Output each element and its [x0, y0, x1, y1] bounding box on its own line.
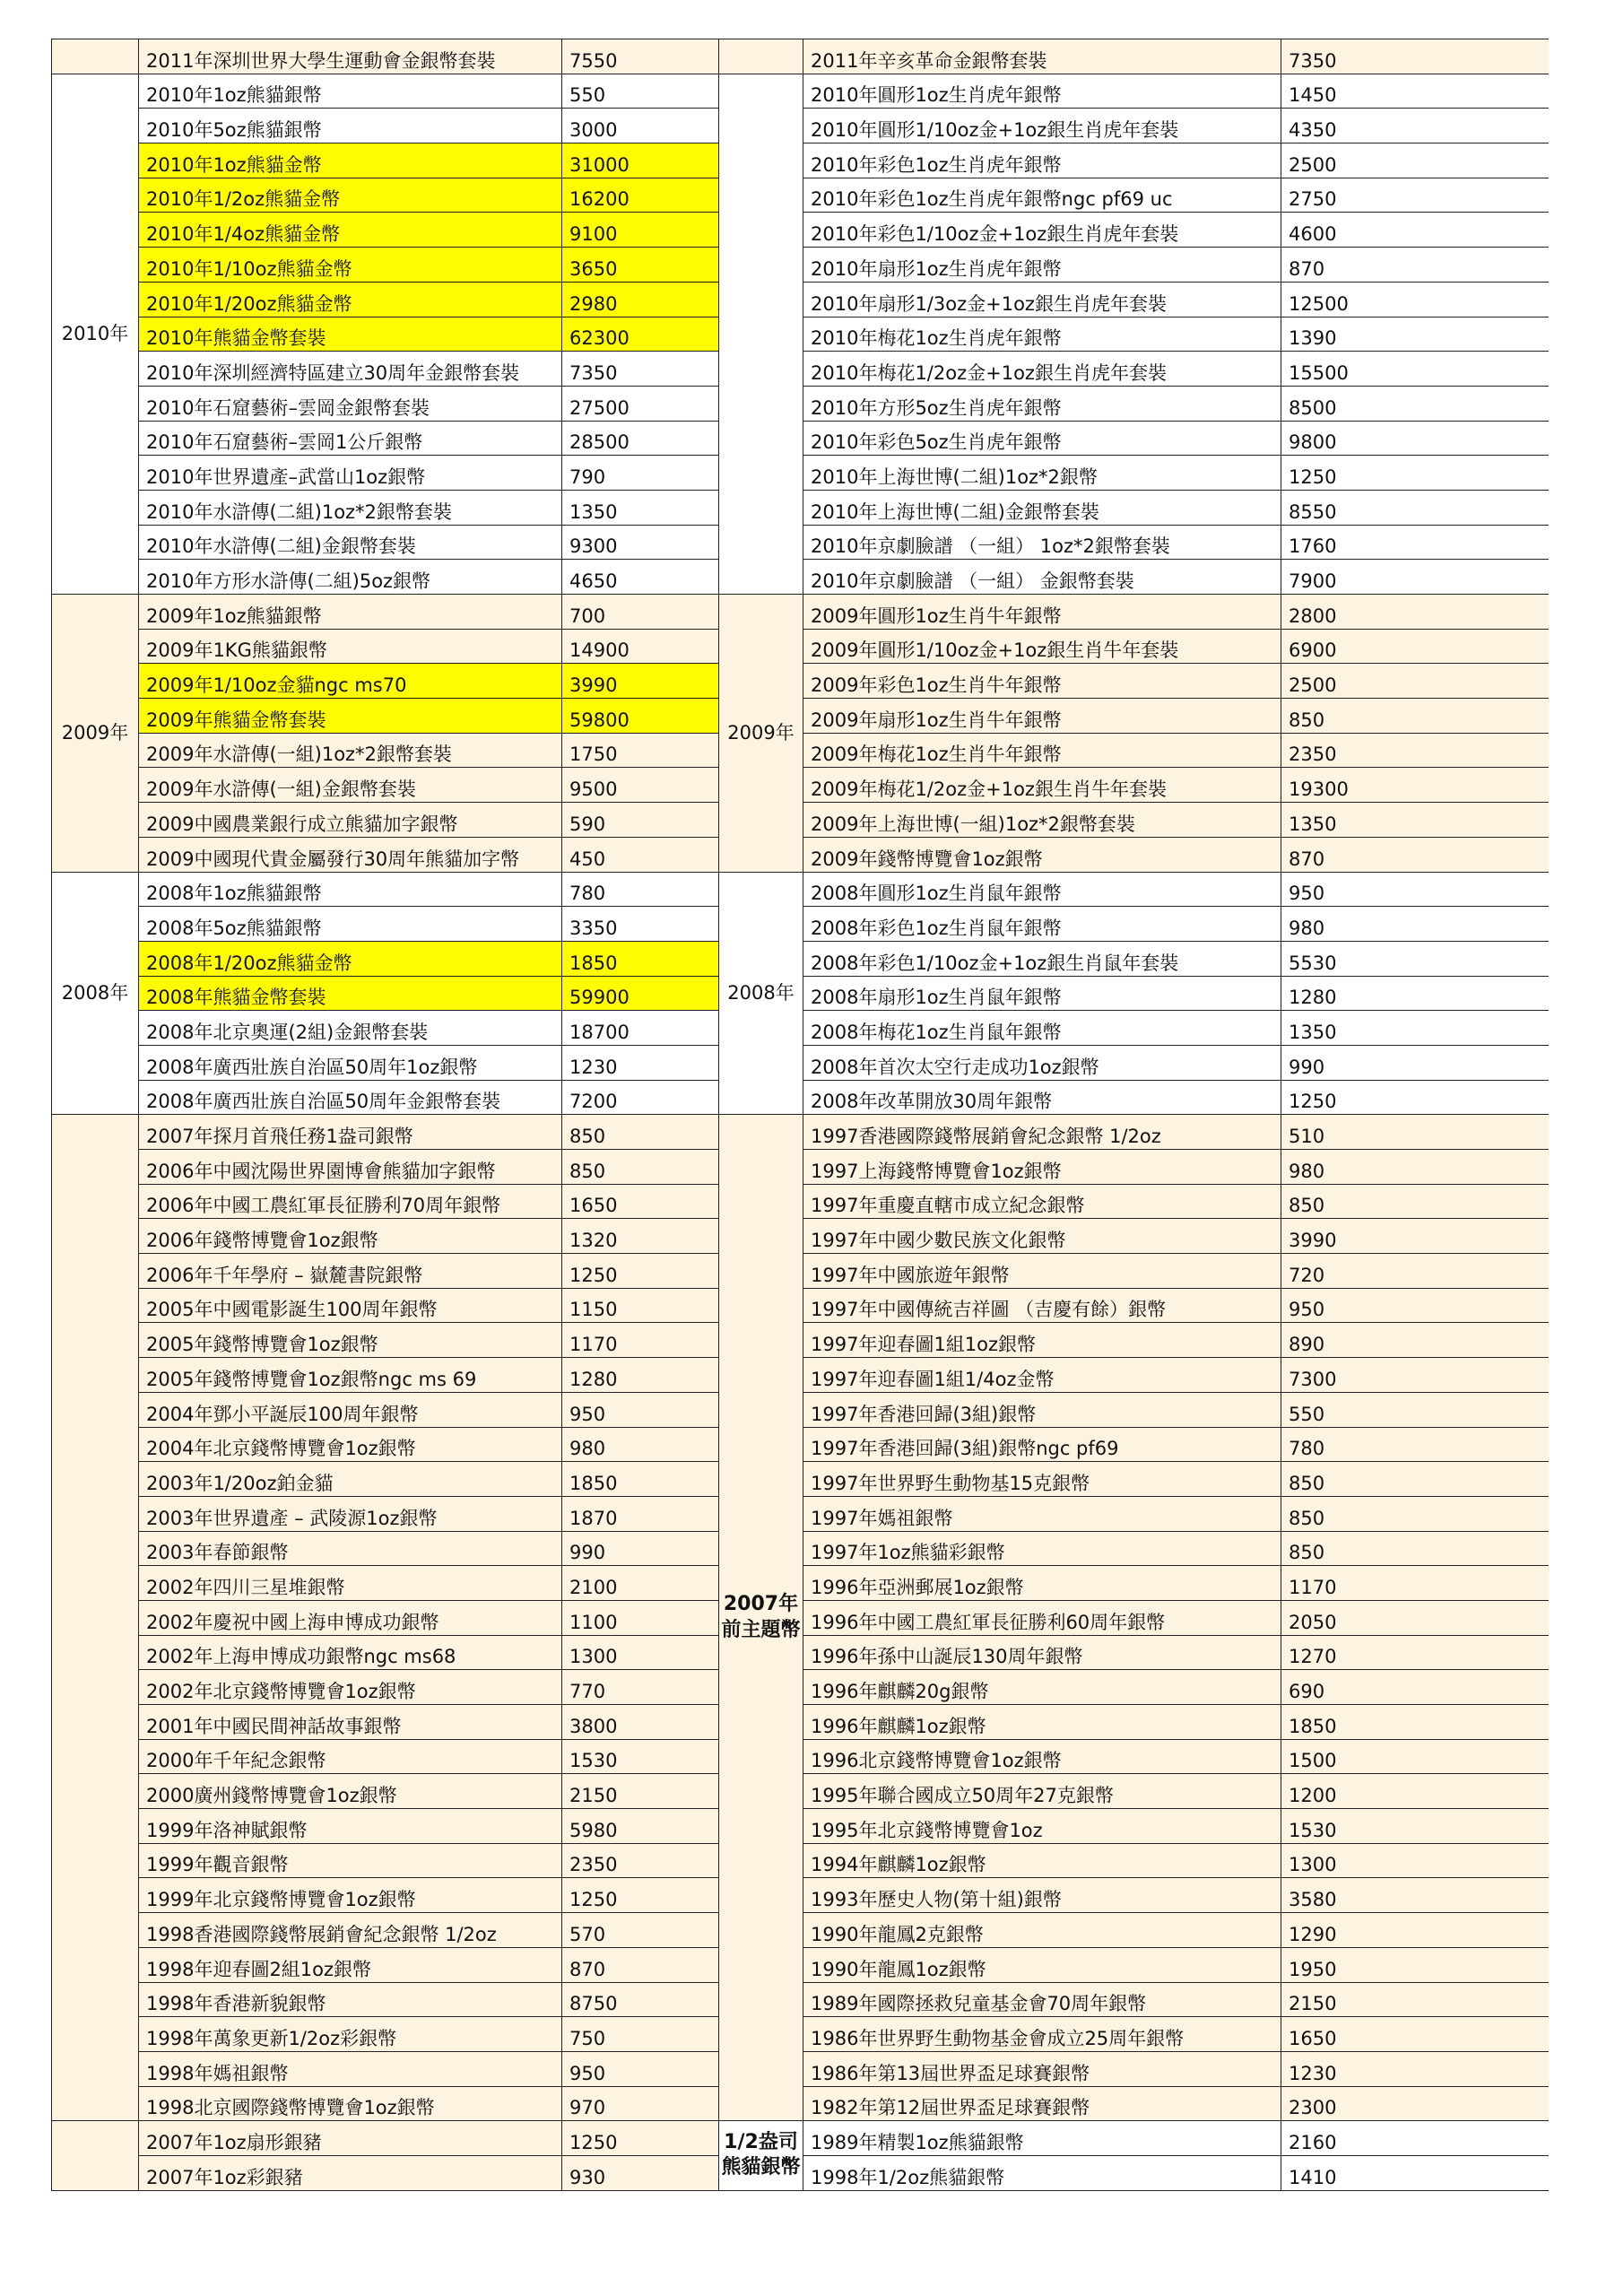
- right-item-name: 2010年上海世博(二組)金銀幣套裝: [803, 490, 1281, 525]
- left-item-name: 1999年洛神賦銀幣: [139, 1809, 562, 1844]
- left-item-price: 850: [562, 1115, 719, 1150]
- table-row: [52, 1115, 1550, 1150]
- left-item-name: 2010年方形水滸傳(二組)5oz銀幣: [139, 560, 562, 595]
- right-item-price: 850: [1281, 699, 1550, 734]
- right-item-price: 9800: [1281, 421, 1550, 456]
- left-item-price: 7550: [562, 39, 719, 74]
- right-item-name: 2010年方形5oz生肖虎年銀幣: [803, 386, 1281, 421]
- left-item-price: 570: [562, 1913, 719, 1948]
- right-item-price: 1650: [1281, 2017, 1550, 2052]
- right-item-price: 2750: [1281, 178, 1550, 213]
- left-item-price: 14900: [562, 629, 719, 664]
- right-item-price: 1350: [1281, 1011, 1550, 1046]
- left-item-name: 2010年1oz熊貓銀幣: [139, 74, 562, 109]
- right-item-name: 2010年梅花1oz生肖虎年銀幣: [803, 317, 1281, 352]
- right-item-price: 19300: [1281, 768, 1550, 803]
- left-item-price: 1100: [562, 1600, 719, 1635]
- left-item-name: 2007年1oz扇形銀豬: [139, 2121, 562, 2156]
- left-item-price: 590: [562, 803, 719, 838]
- left-item-name: 2008年1/20oz熊貓金幣: [139, 941, 562, 976]
- left-item-name: 2010年水滸傳(二組)金銀幣套裝: [139, 525, 562, 560]
- left-item-price: 450: [562, 837, 719, 872]
- left-item-name: 2010年水滸傳(二組)1oz*2銀幣套裝: [139, 490, 562, 525]
- right-item-name: 1995年北京錢幣博覽會1oz: [803, 1809, 1281, 1844]
- left-item-price: 970: [562, 2086, 719, 2121]
- group-label-line: 2009年: [61, 721, 129, 744]
- right-item-price: 6900: [1281, 629, 1550, 664]
- right-item-price: 550: [1281, 1392, 1550, 1427]
- left-item-name: 2002年慶祝中國上海申博成功銀幣: [139, 1600, 562, 1635]
- right-item-price: 1270: [1281, 1635, 1550, 1670]
- right-item-price: 980: [1281, 907, 1550, 942]
- left-item-price: 870: [562, 1947, 719, 1982]
- left-item-name: 2006年中國沈陽世界園博會熊貓加字銀幣: [139, 1150, 562, 1185]
- right-item-price: 950: [1281, 1288, 1550, 1323]
- left-item-name: 2010年熊貓金幣套裝: [139, 317, 562, 352]
- left-item-name: 2009年1KG熊貓銀幣: [139, 629, 562, 664]
- left-item-price: 2350: [562, 1843, 719, 1878]
- left-item-name: 2008年5oz熊貓銀幣: [139, 907, 562, 942]
- left-item-price: 3000: [562, 109, 719, 144]
- left-item-price: 8750: [562, 1982, 719, 2017]
- right-item-price: 8550: [1281, 490, 1550, 525]
- right-item-name: 1990年龍鳳2克銀幣: [803, 1913, 1281, 1948]
- left-item-price: 1230: [562, 1045, 719, 1080]
- right-item-name: 1997年1oz熊貓彩銀幣: [803, 1531, 1281, 1566]
- right-item-price: 5530: [1281, 941, 1550, 976]
- right-item-name: 2008年彩色1/10oz金+1oz銀生肖鼠年套裝: [803, 941, 1281, 976]
- left-item-name: 2010年深圳經濟特區建立30周年金銀幣套裝: [139, 352, 562, 387]
- left-item-price: 2150: [562, 1774, 719, 1809]
- left-item-price: 1150: [562, 1288, 719, 1323]
- left-item-name: 1998香港國際錢幣展銷會紀念銀幣 1/2oz: [139, 1913, 562, 1948]
- left-item-name: 2002年北京錢幣博覽會1oz銀幣: [139, 1670, 562, 1705]
- left-item-price: 16200: [562, 178, 719, 213]
- left-item-name: 2010年1/4oz熊貓金幣: [139, 213, 562, 248]
- right-item-name: 2008年彩色1oz生肖鼠年銀幣: [803, 907, 1281, 942]
- right-item-name: 2009年圓形1oz生肖牛年銀幣: [803, 595, 1281, 630]
- right-item-name: 2008年首次太空行走成功1oz銀幣: [803, 1045, 1281, 1080]
- left-item-name: 2000廣州錢幣博覽會1oz銀幣: [139, 1774, 562, 1809]
- right-item-name: 2010年圓形1/10oz金+1oz銀生肖虎年套裝: [803, 109, 1281, 144]
- right-item-price: 990: [1281, 1045, 1550, 1080]
- left-item-name: 1998北京國際錢幣博覽會1oz銀幣: [139, 2086, 562, 2121]
- right-item-name: 2010年京劇臉譜 （一組） 1oz*2銀幣套裝: [803, 525, 1281, 560]
- left-item-price: 28500: [562, 421, 719, 456]
- left-item-name: 1999年觀音銀幣: [139, 1843, 562, 1878]
- right-item-price: 2160: [1281, 2121, 1550, 2156]
- left-item-name: 2009年水滸傳(一組)1oz*2銀幣套裝: [139, 733, 562, 768]
- right-item-name: 1996年中國工農紅軍長征勝利60周年銀幣: [803, 1600, 1281, 1635]
- left-item-price: 2100: [562, 1566, 719, 1601]
- right-item-price: 4600: [1281, 213, 1550, 248]
- right-item-name: 2011年辛亥革命金銀幣套裝: [803, 39, 1281, 74]
- right-item-price: 1390: [1281, 317, 1550, 352]
- table-row: [52, 2121, 1550, 2156]
- group-label-line: 前主題幣: [721, 1618, 801, 1641]
- right-item-price: 1250: [1281, 456, 1550, 491]
- right-item-name: 2010年扇形1oz生肖虎年銀幣: [803, 248, 1281, 283]
- right-item-price: 3580: [1281, 1878, 1550, 1913]
- right-item-name: 2009年上海世博(一組)1oz*2銀幣套裝: [803, 803, 1281, 838]
- left-item-price: 9100: [562, 213, 719, 248]
- right-item-price: 7300: [1281, 1358, 1550, 1393]
- left-item-name: 2009年1oz熊貓銀幣: [139, 595, 562, 630]
- right-item-price: 1530: [1281, 1809, 1550, 1844]
- left-item-name: 1998年香港新貌銀幣: [139, 1982, 562, 2017]
- right-item-price: 1290: [1281, 1913, 1550, 1948]
- left-item-price: 5980: [562, 1809, 719, 1844]
- right-item-name: 1997年迎春圖1組1/4oz金幣: [803, 1358, 1281, 1393]
- right-item-price: 2050: [1281, 1600, 1550, 1635]
- left-item-price: 990: [562, 1531, 719, 1566]
- left-group-label: [52, 39, 139, 74]
- left-item-name: 2010年石窟藝術–雲岡1公斤銀幣: [139, 421, 562, 456]
- group-label-line: 2009年: [727, 721, 795, 744]
- left-item-price: 9300: [562, 525, 719, 560]
- right-item-price: 870: [1281, 837, 1550, 872]
- right-item-price: 2350: [1281, 733, 1550, 768]
- right-item-name: 1997年中國少數民族文化銀幣: [803, 1219, 1281, 1254]
- left-item-price: 930: [562, 2155, 719, 2190]
- table-row: [52, 39, 1550, 74]
- left-item-price: 59900: [562, 976, 719, 1011]
- right-item-price: 15500: [1281, 352, 1550, 387]
- left-item-name: 2006年千年學府 – 嶽麓書院銀幣: [139, 1254, 562, 1289]
- left-item-name: 2010年1/20oz熊貓金幣: [139, 282, 562, 317]
- table-row: [52, 595, 1550, 630]
- left-item-price: 980: [562, 1427, 719, 1462]
- left-item-price: 950: [562, 2051, 719, 2086]
- left-item-price: 850: [562, 1150, 719, 1185]
- right-item-price: 850: [1281, 1531, 1550, 1566]
- right-item-price: 850: [1281, 1496, 1550, 1531]
- left-item-price: 1280: [562, 1358, 719, 1393]
- right-item-name: 1993年歷史人物(第十組)銀幣: [803, 1878, 1281, 1913]
- right-item-price: 7350: [1281, 39, 1550, 74]
- left-item-price: 3650: [562, 248, 719, 283]
- right-item-name: 1997香港國際錢幣展銷會紀念銀幣 1/2oz: [803, 1115, 1281, 1150]
- right-item-name: 2010年扇形1/3oz金+1oz銀生肖虎年套裝: [803, 282, 1281, 317]
- left-item-name: 2010年石窟藝術–雲岡金銀幣套裝: [139, 386, 562, 421]
- right-item-name: 2008年改革開放30周年銀幣: [803, 1080, 1281, 1115]
- left-item-price: 31000: [562, 144, 719, 178]
- left-item-name: 2009年熊貓金幣套裝: [139, 699, 562, 734]
- right-item-price: 1760: [1281, 525, 1550, 560]
- left-item-name: 2002年四川三星堆銀幣: [139, 1566, 562, 1601]
- right-item-price: 1250: [1281, 1080, 1550, 1115]
- left-item-name: 1999年北京錢幣博覽會1oz銀幣: [139, 1878, 562, 1913]
- right-item-price: 2300: [1281, 2086, 1550, 2121]
- left-item-price: 1250: [562, 1254, 719, 1289]
- right-item-name: 2009年彩色1oz生肖牛年銀幣: [803, 664, 1281, 699]
- left-item-name: 2010年1oz熊貓金幣: [139, 144, 562, 178]
- right-item-price: 850: [1281, 1184, 1550, 1219]
- right-item-name: 2010年圓形1oz生肖虎年銀幣: [803, 74, 1281, 109]
- left-item-name: 2003年1/20oz鉑金貓: [139, 1462, 562, 1497]
- group-label-line: 2008年: [61, 981, 129, 1004]
- right-item-name: 2010年彩色1oz生肖虎年銀幣ngc pf69 uc: [803, 178, 1281, 213]
- right-item-name: 2009年扇形1oz生肖牛年銀幣: [803, 699, 1281, 734]
- left-item-name: 2006年錢幣博覽會1oz銀幣: [139, 1219, 562, 1254]
- left-item-price: 4650: [562, 560, 719, 595]
- left-item-price: 1300: [562, 1635, 719, 1670]
- left-item-price: 9500: [562, 768, 719, 803]
- left-item-name: 1998年媽祖銀幣: [139, 2051, 562, 2086]
- right-item-name: 1997年重慶直轄市成立紀念銀幣: [803, 1184, 1281, 1219]
- left-item-name: 2008年廣西壯族自治區50周年1oz銀幣: [139, 1045, 562, 1080]
- right-group-label: [719, 39, 803, 74]
- right-item-price: 1170: [1281, 1566, 1550, 1601]
- right-item-name: 1997年世界野生動物基15克銀幣: [803, 1462, 1281, 1497]
- left-group-label: [52, 2121, 139, 2190]
- left-item-price: 1750: [562, 733, 719, 768]
- right-item-name: 2010年彩色5oz生肖虎年銀幣: [803, 421, 1281, 456]
- left-item-name: 2000年千年紀念銀幣: [139, 1739, 562, 1774]
- right-item-name: 1997年香港回歸(3組)銀幣ngc pf69: [803, 1427, 1281, 1462]
- right-group-label: [719, 1115, 803, 2121]
- left-group-label: [52, 74, 139, 594]
- right-item-name: 1997年中國旅遊年銀幣: [803, 1254, 1281, 1289]
- right-item-name: 2010年彩色1/10oz金+1oz銀生肖虎年套裝: [803, 213, 1281, 248]
- left-item-price: 1320: [562, 1219, 719, 1254]
- left-item-price: 27500: [562, 386, 719, 421]
- left-item-name: 2008年熊貓金幣套裝: [139, 976, 562, 1011]
- right-item-price: 1230: [1281, 2051, 1550, 2086]
- right-item-name: 1997上海錢幣博覽會1oz銀幣: [803, 1150, 1281, 1185]
- left-group-label: [52, 872, 139, 1115]
- table-row: [52, 872, 1550, 907]
- left-item-price: 1170: [562, 1323, 719, 1358]
- right-item-name: 1986年第13屆世界盃足球賽銀幣: [803, 2051, 1281, 2086]
- right-item-name: 1994年麒麟1oz銀幣: [803, 1843, 1281, 1878]
- right-group-label: [719, 74, 803, 594]
- left-item-price: 2980: [562, 282, 719, 317]
- left-item-name: 2005年錢幣博覽會1oz銀幣ngc ms 69: [139, 1358, 562, 1393]
- right-item-name: 2009年圓形1/10oz金+1oz銀生肖牛年套裝: [803, 629, 1281, 664]
- right-item-price: 1500: [1281, 1739, 1550, 1774]
- left-item-name: 2008年1oz熊貓銀幣: [139, 872, 562, 907]
- left-item-name: 2009年水滸傳(一組)金銀幣套裝: [139, 768, 562, 803]
- right-item-name: 2009年錢幣博覽會1oz銀幣: [803, 837, 1281, 872]
- right-item-name: 1996北京錢幣博覽會1oz銀幣: [803, 1739, 1281, 1774]
- right-item-price: 1300: [1281, 1843, 1550, 1878]
- group-label-line: 熊貓銀幣: [721, 2156, 801, 2179]
- left-item-name: 2003年世界遺產 – 武陵源1oz銀幣: [139, 1496, 562, 1531]
- left-item-price: 950: [562, 1392, 719, 1427]
- left-item-price: 700: [562, 595, 719, 630]
- right-item-price: 1850: [1281, 1705, 1550, 1740]
- left-item-name: 2009年1/10oz金貓ngc ms70: [139, 664, 562, 699]
- right-item-name: 2008年圓形1oz生肖鼠年銀幣: [803, 872, 1281, 907]
- right-item-name: 2008年扇形1oz生肖鼠年銀幣: [803, 976, 1281, 1011]
- right-item-price: 2500: [1281, 664, 1550, 699]
- right-item-name: 1989年國際拯救兒童基金會70周年銀幣: [803, 1982, 1281, 2017]
- right-item-name: 2010年梅花1/2oz金+1oz銀生肖虎年套裝: [803, 352, 1281, 387]
- left-item-price: 790: [562, 456, 719, 491]
- right-item-name: 1990年龍鳳1oz銀幣: [803, 1947, 1281, 1982]
- left-item-name: 2010年1/2oz熊貓金幣: [139, 178, 562, 213]
- right-item-price: 3990: [1281, 1219, 1550, 1254]
- right-item-price: 1450: [1281, 74, 1550, 109]
- left-item-price: 3990: [562, 664, 719, 699]
- right-group-label: [719, 2121, 803, 2190]
- right-item-price: 890: [1281, 1323, 1550, 1358]
- right-item-price: 12500: [1281, 282, 1550, 317]
- right-item-name: 1986年世界野生動物基金會成立25周年銀幣: [803, 2017, 1281, 2052]
- right-item-price: 2800: [1281, 595, 1550, 630]
- right-item-name: 2010年京劇臉譜 （一組） 金銀幣套裝: [803, 560, 1281, 595]
- right-item-price: 850: [1281, 1462, 1550, 1497]
- left-item-name: 2008年廣西壯族自治區50周年金銀幣套裝: [139, 1080, 562, 1115]
- right-item-name: 1997年香港回歸(3組)銀幣: [803, 1392, 1281, 1427]
- left-group-label: [52, 595, 139, 873]
- right-item-name: 1996年亞洲郵展1oz銀幣: [803, 1566, 1281, 1601]
- left-item-name: 2009中國農業銀行成立熊貓加字銀幣: [139, 803, 562, 838]
- right-item-price: 980: [1281, 1150, 1550, 1185]
- right-item-price: 780: [1281, 1427, 1550, 1462]
- left-item-name: 2010年世界遺產–武當山1oz銀幣: [139, 456, 562, 491]
- right-item-price: 510: [1281, 1115, 1550, 1150]
- left-item-price: 1850: [562, 1462, 719, 1497]
- left-item-price: 1350: [562, 490, 719, 525]
- left-item-price: 7350: [562, 352, 719, 387]
- left-item-price: 3800: [562, 1705, 719, 1740]
- price-list-sheet: [51, 39, 1549, 2258]
- left-item-price: 1870: [562, 1496, 719, 1531]
- left-group-label: [52, 1115, 139, 2121]
- left-item-name: 2010年5oz熊貓銀幣: [139, 109, 562, 144]
- left-item-name: 2007年探月首飛任務1盎司銀幣: [139, 1115, 562, 1150]
- table-row: [52, 74, 1550, 109]
- right-item-name: 2009年梅花1/2oz金+1oz銀生肖牛年套裝: [803, 768, 1281, 803]
- right-item-name: 1997年媽祖銀幣: [803, 1496, 1281, 1531]
- left-item-price: 1650: [562, 1184, 719, 1219]
- left-item-name: 2009中國現代貴金屬發行30周年熊貓加字幣: [139, 837, 562, 872]
- group-label-line: 2008年: [727, 981, 795, 1004]
- right-item-price: 1950: [1281, 1947, 1550, 1982]
- left-item-name: 2011年深圳世界大學生運動會金銀幣套裝: [139, 39, 562, 74]
- right-item-price: 690: [1281, 1670, 1550, 1705]
- left-item-price: 770: [562, 1670, 719, 1705]
- right-item-price: 950: [1281, 872, 1550, 907]
- right-item-name: 2008年梅花1oz生肖鼠年銀幣: [803, 1011, 1281, 1046]
- left-item-price: 1530: [562, 1739, 719, 1774]
- left-item-price: 1250: [562, 2121, 719, 2156]
- right-group-label: [719, 595, 803, 873]
- left-item-price: 750: [562, 2017, 719, 2052]
- group-label-line: 2010年: [61, 322, 129, 344]
- right-item-name: 1997年迎春圖1組1oz銀幣: [803, 1323, 1281, 1358]
- right-item-name: 1989年精製1oz熊貓銀幣: [803, 2121, 1281, 2156]
- left-item-price: 7200: [562, 1080, 719, 1115]
- left-item-price: 1250: [562, 1878, 719, 1913]
- right-item-name: 1996年麒麟1oz銀幣: [803, 1705, 1281, 1740]
- left-item-price: 59800: [562, 699, 719, 734]
- right-item-name: 1982年第12屆世界盃足球賽銀幣: [803, 2086, 1281, 2121]
- right-item-name: 1997年中國傳統吉祥圖 （吉慶有餘）銀幣: [803, 1288, 1281, 1323]
- right-item-price: 1280: [1281, 976, 1550, 1011]
- price-table: [51, 39, 1549, 2191]
- right-item-price: 8500: [1281, 386, 1550, 421]
- right-item-name: 1996年麒麟20g銀幣: [803, 1670, 1281, 1705]
- left-item-name: 2004年鄧小平誕辰100周年銀幣: [139, 1392, 562, 1427]
- right-item-price: 7900: [1281, 560, 1550, 595]
- right-item-name: 2010年上海世博(二組)1oz*2銀幣: [803, 456, 1281, 491]
- left-item-name: 1998年迎春圖2組1oz銀幣: [139, 1947, 562, 1982]
- left-item-name: 2005年中國電影誕生100周年銀幣: [139, 1288, 562, 1323]
- left-item-name: 2005年錢幣博覽會1oz銀幣: [139, 1323, 562, 1358]
- left-item-name: 1998年萬象更新1/2oz彩銀幣: [139, 2017, 562, 2052]
- right-item-price: 720: [1281, 1254, 1550, 1289]
- group-label-line: 1/2盎司: [724, 2130, 798, 2153]
- right-item-price: 1410: [1281, 2155, 1550, 2190]
- left-item-price: 3350: [562, 907, 719, 942]
- right-item-name: 1995年聯合國成立50周年27克銀幣: [803, 1774, 1281, 1809]
- left-item-name: 2002年上海申博成功銀幣ngc ms68: [139, 1635, 562, 1670]
- left-item-name: 2008年北京奧運(2組)金銀幣套裝: [139, 1011, 562, 1046]
- right-item-price: 870: [1281, 248, 1550, 283]
- right-item-name: 1996年孫中山誕辰130周年銀幣: [803, 1635, 1281, 1670]
- right-item-price: 2150: [1281, 1982, 1550, 2017]
- right-item-price: 1350: [1281, 803, 1550, 838]
- right-group-label: [719, 872, 803, 1115]
- left-item-name: 2004年北京錢幣博覽會1oz銀幣: [139, 1427, 562, 1462]
- group-label-line: 2007年: [723, 1593, 799, 1616]
- left-item-name: 2006年中國工農紅軍長征勝利70周年銀幣: [139, 1184, 562, 1219]
- left-item-price: 1850: [562, 941, 719, 976]
- right-item-price: 2500: [1281, 144, 1550, 178]
- right-item-name: 2009年梅花1oz生肖牛年銀幣: [803, 733, 1281, 768]
- left-item-price: 780: [562, 872, 719, 907]
- right-item-price: 4350: [1281, 109, 1550, 144]
- left-item-name: 2003年春節銀幣: [139, 1531, 562, 1566]
- left-item-name: 2001年中國民間神話故事銀幣: [139, 1705, 562, 1740]
- right-item-name: 2010年彩色1oz生肖虎年銀幣: [803, 144, 1281, 178]
- right-item-name: 1998年1/2oz熊貓銀幣: [803, 2155, 1281, 2190]
- left-item-price: 62300: [562, 317, 719, 352]
- left-item-price: 18700: [562, 1011, 719, 1046]
- left-item-price: 550: [562, 74, 719, 109]
- left-item-name: 2010年1/10oz熊貓金幣: [139, 248, 562, 283]
- left-item-name: 2007年1oz彩銀豬: [139, 2155, 562, 2190]
- right-item-price: 1200: [1281, 1774, 1550, 1809]
